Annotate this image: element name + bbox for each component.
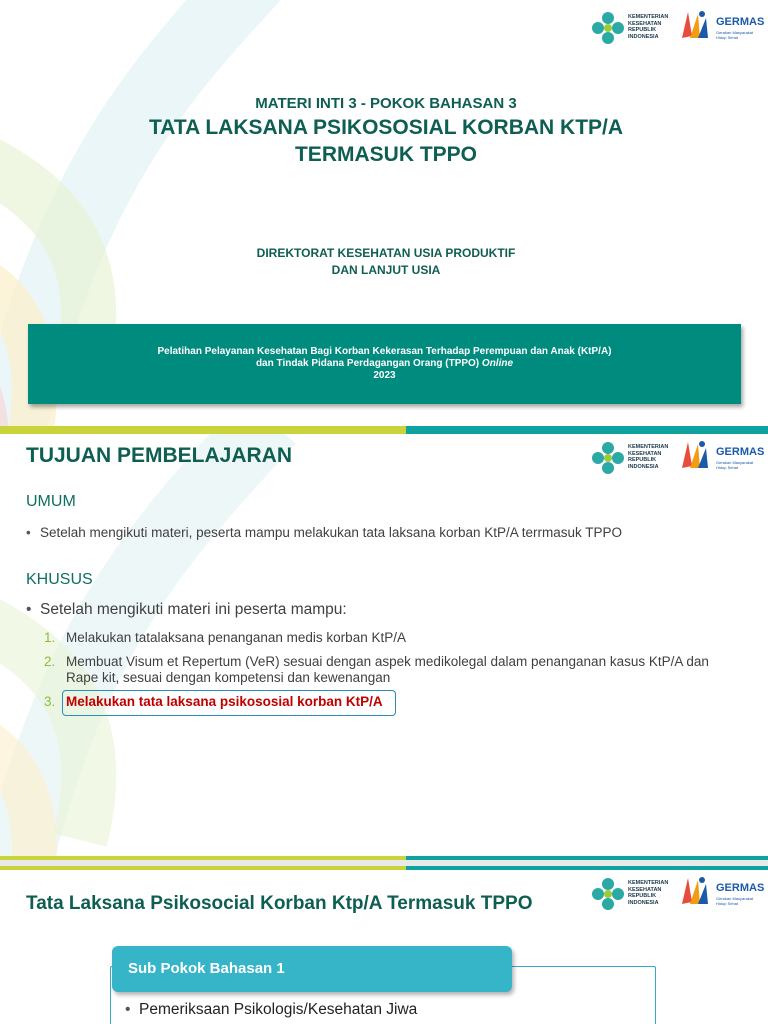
kemenkes-label: KEMENTERIAN KESEHATAN REPUBLIK INDONESIA [628, 880, 669, 906]
highlight-box [62, 690, 396, 716]
khusus-heading: KHUSUS [26, 571, 93, 588]
header-logos [590, 436, 765, 480]
subtopic-pill: Sub Pokok Bahasan 1 [112, 946, 512, 992]
banner-line1: Pelatihan Pelayanan Kesehatan Bagi Korban Kekerasan Terhadap Perempuan dan Anak (KtP/A) [157, 346, 612, 357]
list-item-text: Membuat Visum et Repertum (VeR) sesuai dengan aspek medikolegal dalam penanganan kasus KtP/A dan Rape kit, sesuai dengan kompetensi dan kewenangan [66, 654, 709, 685]
list-item-text: Melakukan tatalaksana penanganan medis korban KtP/A [66, 630, 406, 645]
directorate-line1: DIREKTORAT KESEHATAN USIA PRODUKTIF [256, 246, 516, 260]
list-item [44, 654, 744, 686]
subtopic-item [125, 1001, 417, 1019]
banner-year: 2023 [373, 370, 396, 381]
list-item [44, 630, 744, 646]
germas-label: GERMAS [716, 446, 765, 458]
kemenkes-logo-icon [590, 440, 626, 476]
slide-title [0, 114, 768, 168]
khusus-intro-text: Setelah mengikuti materi ini peserta mampu: [40, 601, 347, 618]
germas-tagline: Gerakan Masyarakat Hidup Sehat [716, 896, 754, 906]
training-banner [28, 324, 741, 404]
list-number: 2. [44, 654, 56, 669]
bullet-dot: • [26, 601, 32, 618]
umum-bullet-text: Setelah mengikuti materi, peserta mampu melakukan tata laksana korban KtP/A terrmasuk TPPO [40, 525, 623, 540]
umum-heading: UMUM [26, 493, 76, 510]
subtopic-slide [0, 866, 768, 1024]
header-bar-teal [406, 866, 768, 870]
list-item-highlighted [44, 694, 744, 710]
germas-logo-icon [678, 438, 712, 476]
objectives-slide [0, 430, 768, 860]
header-logos [590, 872, 765, 916]
germas-tagline: Gerakan Masyarakat Hidup Sehat [716, 30, 754, 40]
title-slide [0, 0, 768, 430]
bullet-dot: • [26, 525, 31, 540]
slide-title-line1: TATA LAKSANA PSIKOSOSIAL KORBAN KTP/A [148, 116, 624, 139]
germas-logo-icon [678, 874, 712, 912]
directorate [0, 245, 768, 279]
list-number: 1. [44, 630, 56, 645]
header-bar-lime [0, 430, 406, 434]
list-number: 3. [44, 694, 56, 709]
germas-label: GERMAS [716, 16, 765, 28]
header-bar-teal [406, 430, 768, 434]
germas-label: GERMAS [716, 882, 765, 894]
slide-kicker: MATERI INTI 3 - POKOK BAHASAN 3 [255, 95, 517, 112]
header-logos [590, 6, 765, 50]
banner-online: Online [481, 358, 514, 369]
slide-title: TUJUAN PEMBELAJARAN [26, 444, 293, 467]
kemenkes-label: KEMENTERIAN KESEHATAN REPUBLIK INDONESIA [628, 444, 669, 470]
directorate-line2: DAN LANJUT USIA [331, 263, 441, 277]
banner-line2-text: dan Tindak Pidana Perdagangan Orang (TPPO) [255, 358, 482, 369]
subtopic-item-text: Pemeriksaan Psikologis/Kesehatan Jiwa [139, 1001, 418, 1018]
kemenkes-label: KEMENTERIAN KESEHATAN REPUBLIK INDONESIA [628, 14, 669, 40]
header-bar-lime [0, 866, 406, 870]
germas-logo-icon [678, 8, 712, 46]
slide-title: Tata Laksana Psikosocial Korban Ktp/A Termasuk TPPO [26, 893, 533, 914]
kemenkes-logo-icon [590, 876, 626, 912]
germas-tagline: Gerakan Masyarakat Hidup Sehat [716, 460, 754, 470]
banner-line2 [28, 358, 741, 370]
slide-title-line2: TERMASUK TPPO [294, 143, 477, 166]
khusus-intro [26, 601, 347, 619]
kemenkes-logo-icon [590, 10, 626, 46]
umum-bullet [26, 525, 622, 540]
objectives-list [44, 630, 744, 718]
bullet-dot: • [125, 1001, 131, 1018]
list-item-text: Melakukan tata laksana psikososial korban KtP/A [66, 694, 383, 709]
